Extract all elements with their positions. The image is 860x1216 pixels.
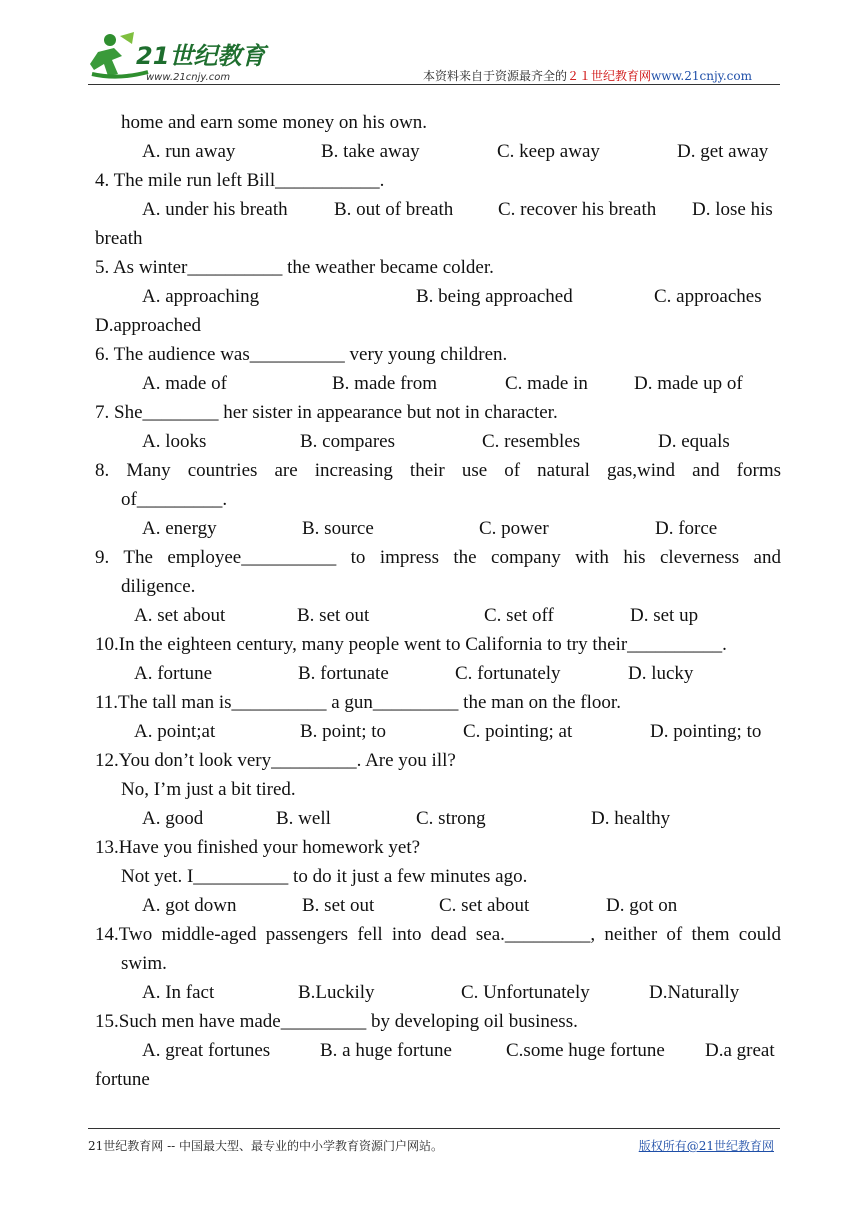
q3-option-d: D. get away <box>677 141 769 162</box>
q4-option-c: C. recover his breath <box>498 199 657 220</box>
q10-stem: 10.In the eighteen century, many people went to California to try their__________. <box>95 634 727 655</box>
q6-option-c: C. made in <box>505 373 588 394</box>
q14-option-d: D.Naturally <box>649 982 740 1003</box>
q4-option-d: D. lose his <box>692 199 773 220</box>
header-note <box>423 67 752 84</box>
q11-option-b: B. point; to <box>300 721 387 742</box>
q13-stem: 13.Have you finished your homework yet? <box>95 837 421 858</box>
q13-option-b: B. set out <box>302 895 375 916</box>
q12-option-c: C. strong <box>416 808 486 829</box>
q12-option-b: B. well <box>276 808 331 829</box>
q8-option-a: A. energy <box>142 518 217 539</box>
q12-continuation: No, I’m just a bit tired. <box>121 779 296 800</box>
q15-stem: 15.Such men have made_________ by developing oil business. <box>95 1011 578 1032</box>
header-note-url[interactable]: www.21cnjy.com <box>651 69 752 83</box>
q12-stem: 12.You don’t look very_________. Are you ill? <box>95 750 456 771</box>
q9-option-a: A. set about <box>134 605 226 626</box>
q13-option-d: D. got on <box>606 895 678 916</box>
header-note-site: ２１世纪教育网 <box>567 69 652 83</box>
q13-continuation: Not yet. I__________ to do it just a few minutes ago. <box>121 866 528 887</box>
q7-option-c: C. resembles <box>482 431 581 452</box>
q7-option-a: A. looks <box>142 431 207 452</box>
q15-option-b: B. a huge fortune <box>320 1040 452 1061</box>
q7-stem: 7. She________ her sister in appearance but not in character. <box>95 402 558 423</box>
logo-text: 21世纪教育 <box>136 42 266 70</box>
q5-option-a: A. approaching <box>142 286 260 307</box>
q10-option-c: C. fortunately <box>455 663 561 684</box>
q13-option-c: C. set about <box>439 895 530 916</box>
q9-option-c: C. set off <box>484 605 554 626</box>
q3-option-b: B. take away <box>321 141 420 162</box>
q7-option-d: D. equals <box>658 431 730 452</box>
q11-option-d: D. pointing; to <box>650 721 762 742</box>
header-note-prefix: 本资料来自于资源最齐全的 <box>423 69 568 83</box>
site-logo <box>88 30 288 86</box>
copyright-link[interactable]: 版权所有@21世纪教育网 <box>638 1139 774 1153</box>
q8-option-c: C. power <box>479 518 549 539</box>
q10-option-a: A. fortune <box>134 663 213 684</box>
q15-option-c: C.some huge fortune <box>506 1040 665 1061</box>
q8-option-b: B. source <box>302 518 374 539</box>
logo-url: www.21cnjy.com <box>146 72 231 83</box>
q6-option-a: A. made of <box>142 373 227 394</box>
q4-stem: 4. The mile run left Bill___________. <box>95 170 385 191</box>
q4-wrap: breath <box>95 228 143 249</box>
q7-option-b: B. compares <box>300 431 395 452</box>
q3-continuation: home and earn some money on his own. <box>121 112 428 133</box>
q12-option-d: D. healthy <box>591 808 671 829</box>
q9-continuation: diligence. <box>121 576 196 597</box>
q14-continuation: swim. <box>121 953 167 974</box>
q10-option-b: B. fortunate <box>298 663 389 684</box>
q14-option-c: C. Unfortunately <box>461 982 590 1003</box>
q6-option-d: D. made up of <box>634 373 743 394</box>
footer-rule <box>88 1128 780 1129</box>
q15-option-d: D.a great <box>705 1040 775 1061</box>
q8-option-d: D. force <box>655 518 718 539</box>
q5-option-c: C. approaches <box>654 286 762 307</box>
q4-option-a: A. under his breath <box>142 199 288 220</box>
q11-option-a: A. point;at <box>134 721 216 742</box>
q5-option-b: B. being approached <box>416 286 573 307</box>
q14-stem: 14.Two middle-aged passengers fell into dead sea._________, neither of them could <box>95 924 781 945</box>
q4-option-b: B. out of breath <box>334 199 454 220</box>
q12-option-a: A. good <box>142 808 204 829</box>
q15-option-a: A. great fortunes <box>142 1040 271 1061</box>
q6-stem: 6. The audience was__________ very young children. <box>95 344 508 365</box>
q9-option-b: B. set out <box>297 605 370 626</box>
q8-stem: 8. Many countries are increasing their use of natural gas,wind and forms <box>95 460 781 481</box>
q11-stem: 11.The tall man is__________ a gun_________ the man on the floor. <box>95 692 621 713</box>
q14-option-a: A. In fact <box>142 982 215 1003</box>
q10-option-d: D. lucky <box>628 663 694 684</box>
q13-option-a: A. got down <box>142 895 237 916</box>
q9-option-d: D. set up <box>630 605 699 626</box>
q9-stem: 9. The employee__________ to impress the company with his cleverness and <box>95 547 781 568</box>
q3-option-a: A. run away <box>142 141 236 162</box>
q14-option-b: B.Luckily <box>298 982 375 1003</box>
footer-note: 21世纪教育网 -- 中国最大型、最专业的中小学教育资源门户网站。 <box>88 1139 444 1153</box>
q5-option-d: D.approached <box>95 315 202 336</box>
q11-option-c: C. pointing; at <box>463 721 573 742</box>
header-rule <box>88 84 780 85</box>
q8-continuation: of_________. <box>121 489 228 510</box>
q3-option-c: C. keep away <box>497 141 600 162</box>
q6-option-b: B. made from <box>332 373 438 394</box>
q5-stem: 5. As winter__________ the weather became colder. <box>95 257 494 278</box>
q15-wrap: fortune <box>95 1069 150 1090</box>
